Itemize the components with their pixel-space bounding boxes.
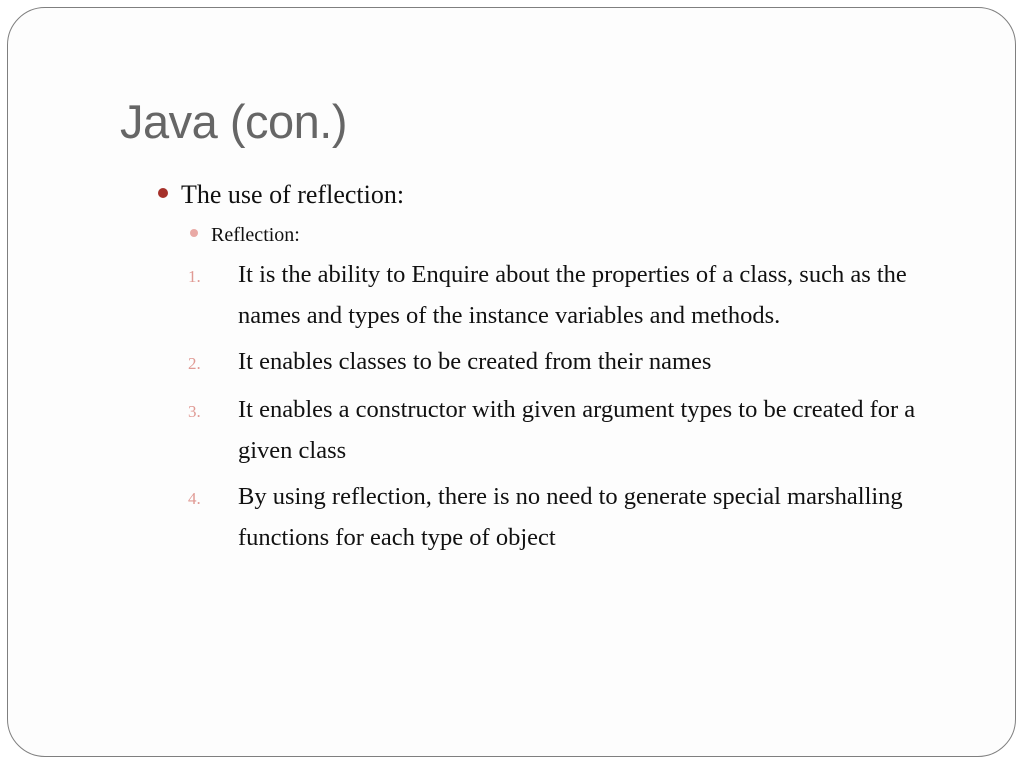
numbered-list-item <box>188 389 958 471</box>
numbered-list-item <box>188 254 958 336</box>
bullet-dot-icon <box>190 229 198 237</box>
slide-content <box>158 178 958 563</box>
bullet-item-level2 <box>190 222 958 248</box>
slide-title: Java (con.) <box>120 95 347 148</box>
list-item-number: 2. <box>188 354 201 373</box>
numbered-list-item <box>188 341 958 384</box>
bullet-text-level1: The use of reflection: <box>181 180 405 209</box>
list-item-number: 1. <box>188 267 201 286</box>
slide <box>7 7 1016 757</box>
numbered-list <box>188 254 958 558</box>
bullet-item-level1 <box>158 178 958 212</box>
numbered-list-item <box>188 476 958 558</box>
list-item-text: It enables classes to be created from their names <box>238 348 712 375</box>
list-item-text: It enables a constructor with given argument types to be created for a given class <box>238 396 916 464</box>
bullet-dot-icon <box>158 188 168 198</box>
list-item-number: 4. <box>188 489 201 508</box>
list-item-text: By using reflection, there is no need to generate special marshalling functions for each type of object <box>238 483 903 551</box>
list-item-number: 3. <box>188 402 201 421</box>
bullet-text-level2: Reflection: <box>211 224 300 246</box>
list-item-text: It is the ability to Enquire about the properties of a class, such as the names and types of the instance variables and methods. <box>238 261 907 329</box>
